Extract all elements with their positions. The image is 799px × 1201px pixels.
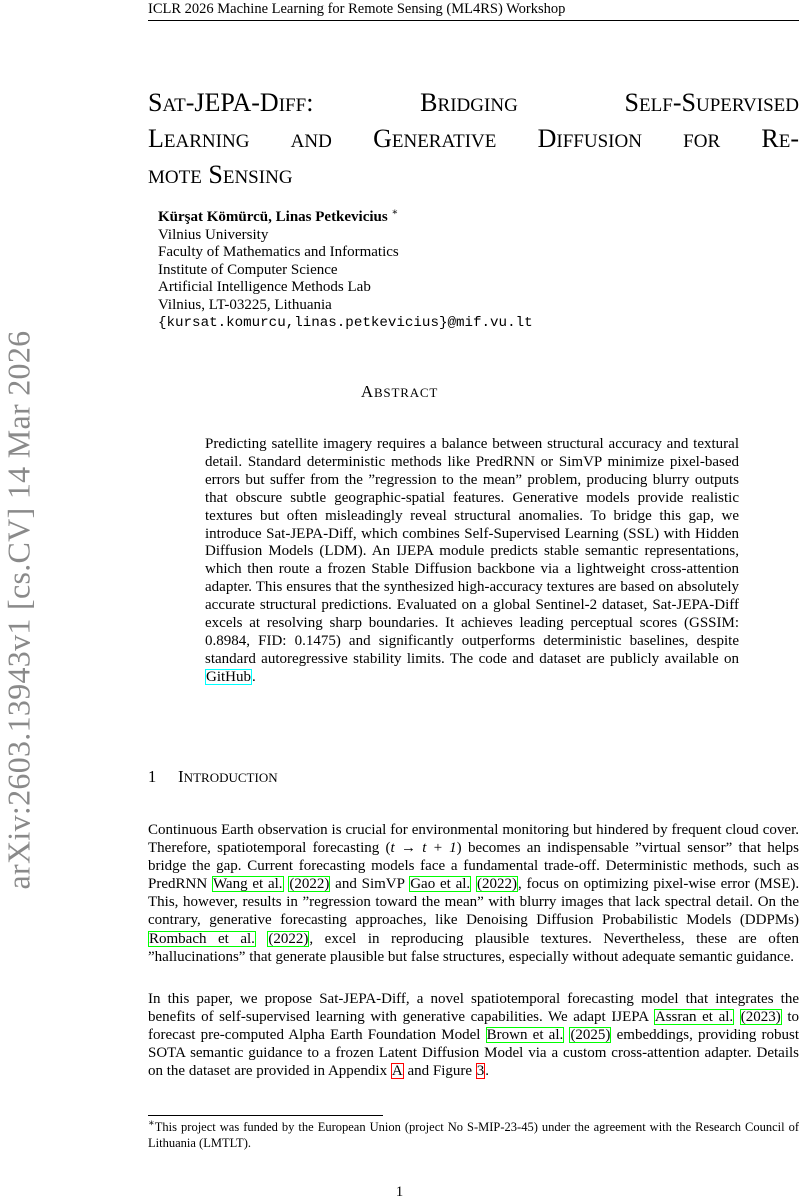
citation-assran-year[interactable]: (2023) <box>740 1009 781 1026</box>
figure-ref[interactable]: 3 <box>476 1063 485 1080</box>
paper-title <box>148 86 799 194</box>
affiliation-line: Vilnius, LT-03225, Lithuania <box>158 296 332 313</box>
affiliation-line: Faculty of Mathematics and Informatics <box>158 244 399 261</box>
math-inline: t → t + 1 <box>390 840 457 857</box>
author-email[interactable]: {kursat.komurcu,linas.petkevicius}@mif.vu.lt <box>158 314 533 331</box>
title-word: FOR <box>683 131 721 152</box>
title-word: SENSING <box>208 160 293 189</box>
author-footnote-mark: ∗ <box>391 207 399 218</box>
citation-gao-year[interactable]: (2022) <box>476 876 517 893</box>
title-word: LEARNING <box>148 124 250 153</box>
github-link[interactable]: GitHub <box>206 668 251 685</box>
abstract-heading: ABSTRACT <box>360 382 439 401</box>
section-number: 1 <box>148 767 157 786</box>
page-number: 1 <box>395 1184 404 1200</box>
citation-rombach-year[interactable]: (2022) <box>268 930 309 947</box>
citation-wang-year[interactable]: (2022) <box>289 876 330 893</box>
citation-wang[interactable]: Wang et al. <box>212 876 283 893</box>
appendix-ref[interactable]: A <box>391 1063 403 1080</box>
title-line-2 <box>148 122 799 158</box>
intro-paragraph-2: In this paper, we propose Sat-JEPA-Diff, a novel spatiotemporal forecasting model that integrates the benefits of self-supervised learning with generative capabilities. We adapt IJEPA Assran et al. (2023) to forecast pre-computed Alpha Earth Foundation Model Brown et al. (2025) embeddings, providing robust SOTA semantic guidance to a frozen Latent Diffusion Model via a custom cross-attention adapter. Details on the dataset are provided in Appendix A and Figure 3. <box>148 991 799 1080</box>
title-word: SAT-JEPA-DIFF: <box>148 88 314 117</box>
author-names: Kürşat Kömürcü, Linas Petkevicius ∗ <box>158 207 399 225</box>
abstract-body: Predicting satellite imagery requires a balance between structural accuracy and textural detail. Standard deterministic methods like PredRNN or SimVP minimize pixel-based errors but suffer from the ”regression to the mean” problem, producing blurry outputs that obscure subtle geographic-spatial features. Generative models provide realistic textures but often misleadingly reveal structural anomalies. To bridge this gap, we introduce Sat-JEPA-Diff, which combines Self-Supervised Learning (SSL) with Hidden Diffusion Models (LDM). An IJEPA module predicts stable semantic representations, which then route a frozen Stable Diffusion backbone via a lightweight cross-attention adapter. This ensures that the synthesized high-accuracy textures are based on absolutely accurate structural predictions. Evaluated on a global Sentinel-2 dataset, Sat-JEPA-Diff excels at resolving sharp boundaries. It achieves leading perceptual scores (GSSIM: 0.8984, FID: 0.1475) and significantly outperforms deterministic baselines, despite standard autoregressive stability limits. The code and dataset are publicly available on GitHub. <box>205 436 739 685</box>
affiliation-line: Institute of Computer Science <box>158 261 338 278</box>
running-header: ICLR 2026 Machine Learning for Remote Sensing (ML4RS) Workshop <box>148 1 566 17</box>
header-rule <box>148 20 799 21</box>
citation-brown-year[interactable]: (2025) <box>570 1027 611 1044</box>
title-word: RE- <box>761 124 799 153</box>
title-line-3 <box>148 158 799 194</box>
author-block <box>158 209 533 332</box>
citation-assran[interactable]: Assran et al. <box>654 1009 734 1026</box>
section-heading-introduction <box>148 767 278 787</box>
section-title: INTRODUCTION <box>178 767 278 786</box>
footnote-mark: ∗ <box>148 1117 155 1129</box>
citation-gao[interactable]: Gao et al. <box>410 876 471 893</box>
footnote: ∗This project was funded by the European Union (project No S-MIP-23-45) under the agreement with the Research Council of Lithuania (LMTLT). <box>148 1117 799 1150</box>
citation-brown[interactable]: Brown et al. <box>486 1027 564 1044</box>
title-word: BRIDGING <box>420 88 518 117</box>
citation-rombach[interactable]: Rombach et al. <box>149 930 255 947</box>
affiliation-line: Vilnius University <box>158 226 269 243</box>
title-word: MOTE <box>148 167 202 188</box>
intro-paragraph-1: Continuous Earth observation is crucial for environmental monitoring but hindered by frequent cloud cover. Therefore, spatiotemporal forecasting (t → t + 1) becomes an indispensable ”virtual sensor” that helps bridge the gap. Current forecasting models face a fundamental trade-off. Deterministic methods, such as PredRNN Wang et al. (2022) and SimVP Gao et al. (2022), focus on optimizing pixel-wise error (MSE). This, however, results in ”regression toward the mean” with blurry images that lack spectral detail. On the contrary, generative forecasting approaches, like Denoising Diffusion Probabilistic Models (DDPMs) Rombach et al. (2022), excel in reproducing plausible textures. Nevertheless, these are often ”hallucinations” that generate plausible but false structures, especially without adequate semantic guidance. <box>148 822 799 965</box>
title-line-1 <box>148 86 799 122</box>
title-word: AND <box>290 131 332 152</box>
affiliation-line: Artificial Intelligence Methods Lab <box>158 279 371 296</box>
arxiv-stamp[interactable] <box>0 320 38 900</box>
footnote-rule <box>148 1115 383 1116</box>
arxiv-stamp-text: arXiv:2603.13943v1 [cs.CV] 14 Mar 2026 <box>0 330 37 890</box>
title-word: DIFFUSION <box>537 124 642 153</box>
title-word: GENERATIVE <box>373 124 497 153</box>
title-word: SELF-SUPERVISED <box>624 88 799 117</box>
